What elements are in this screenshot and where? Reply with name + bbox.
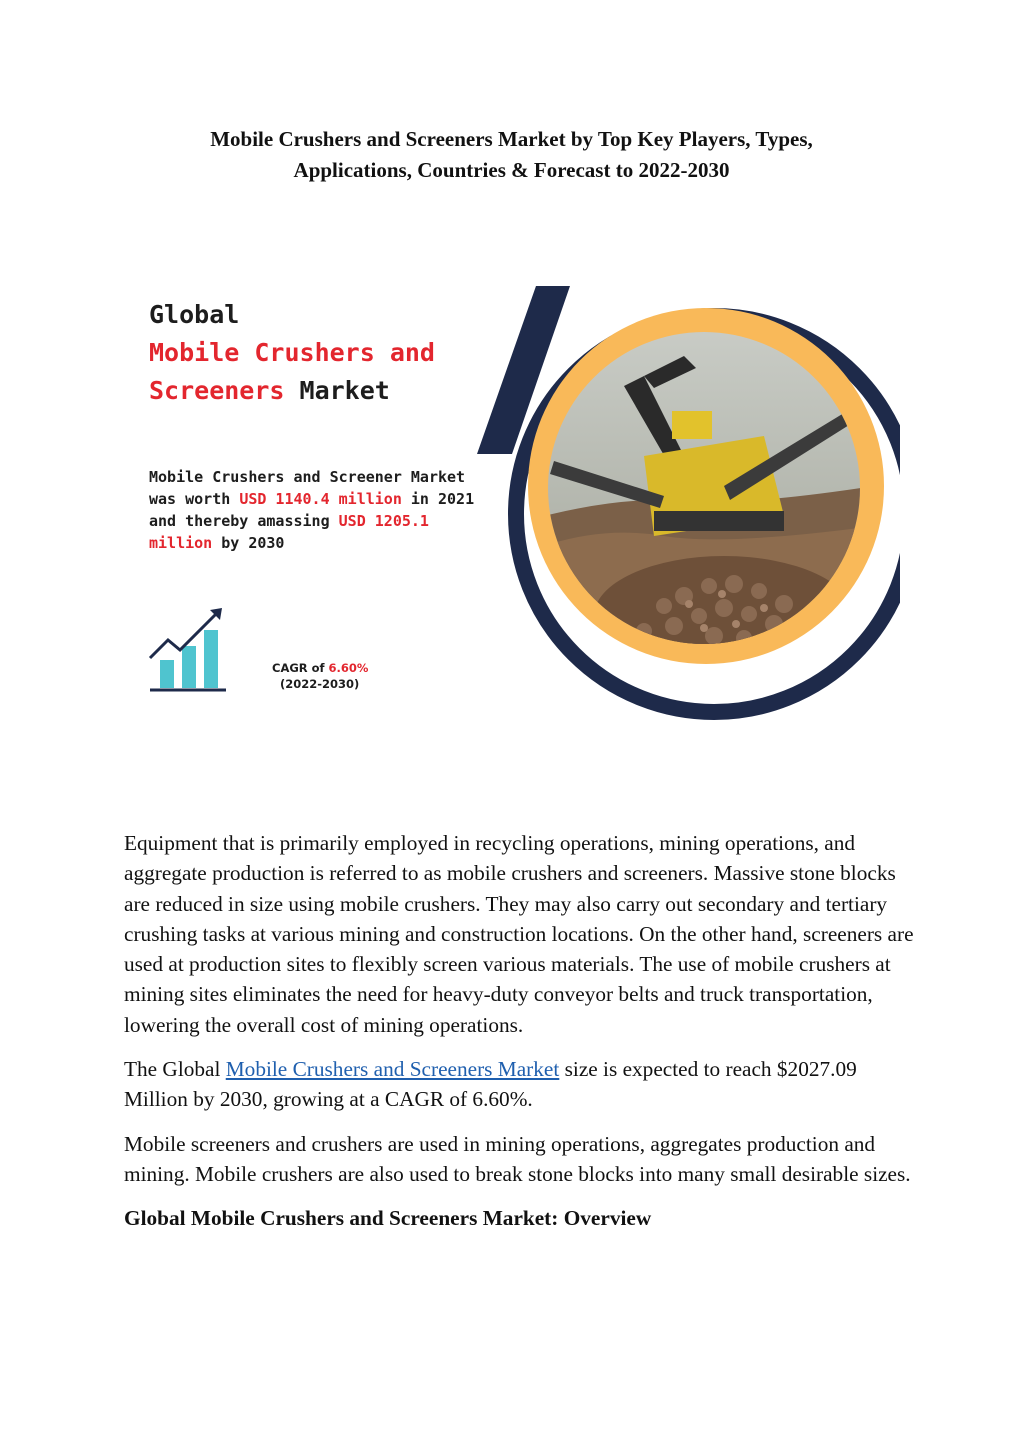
article-body [124,828,914,1248]
growth-chart-icon [146,604,230,696]
paragraph-definition: Equipment that is primarily employed in recycling operations, mining operations, and aggregate production is referred to as mobile crushers and screeners. Massive stone blocks are reduced in size using mobile crushers. They may also carry out secondary and tertiary crushing tasks at various mining and construction locations. On the other hand, screeners are used at production sites to flexibly screen various materials. The use of mobile crushers at mining sites eliminates the need for heavy-duty conveyor belts and truck transportation, lowering the overall cost of mining operations. [124,831,914,1037]
title-line-1: Mobile Crushers and Screeners Market by Top Key Players, Types, [210,127,813,151]
paragraph-market-size [124,1054,914,1115]
cagr-value: 6.60% [328,661,369,675]
title-line-2: Applications, Countries & Forecast to 2022-2030 [293,158,730,182]
paragraph-text: size is expected to reach $2027.09 Million by 2030, growing at a CAGR of 6.60%. [124,1057,857,1112]
summary-text-2: in 2021 and thereby amassing [149,490,475,530]
heading-market: Market [284,376,390,405]
summary-text-1: Mobile Crushers and Screener Market was worth [149,468,466,508]
cagr-prefix: CAGR of [272,661,329,675]
infographic-heading [149,296,435,410]
section-heading-overview: Global Mobile Crushers and Screeners Market: Overview [124,1206,652,1231]
heading-line-3 [149,372,435,410]
market-report-link[interactable]: Mobile Crushers and Screeners Market [225,1057,560,1082]
infographic-summary [149,466,489,554]
heading-global: Global [149,300,240,329]
heading-screeners: Screeners [149,376,285,405]
summary-value-2021: USD 1140.4 million [239,490,402,508]
summary-text-3: by 2030 [212,534,285,552]
summary-value-2030: USD 1205.1 million [149,512,429,552]
cagr-years: (2022-2030) [280,677,360,691]
document-title [100,124,923,186]
market-infographic [124,286,900,724]
cagr-label [272,660,368,692]
heading-market-name: Mobile Crushers and [149,338,435,367]
paragraph-uses: Mobile screeners and crushers are used in mining operations, aggregates production and mining. Mobile crushers are also used to break stone blocks into many small desirable sizes. [124,1131,911,1186]
paragraph-text: The Global [124,1057,226,1082]
